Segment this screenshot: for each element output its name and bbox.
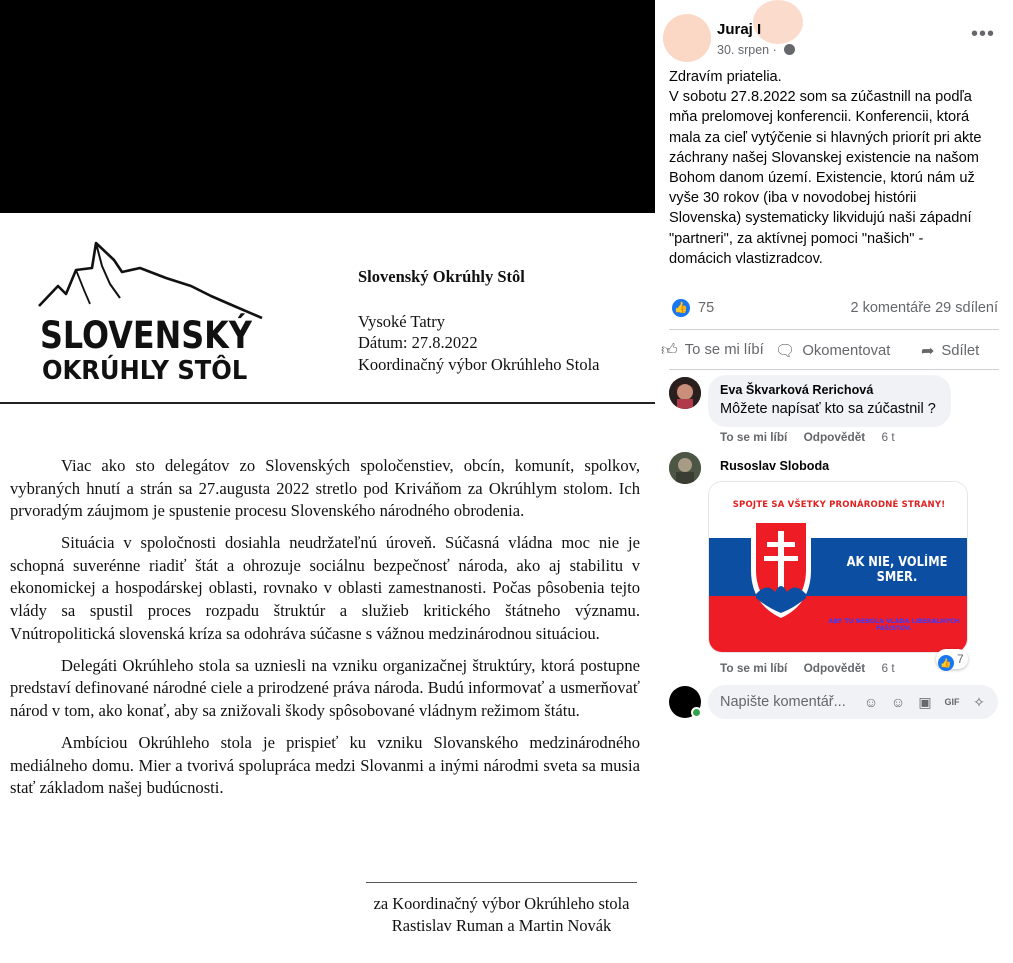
post-text-line: Zdravím priatelia. [669,69,782,85]
document-place: Vysoké Tatry [358,311,445,331]
signature-line1: za Koordinačný výbor Okrúhleho stola [373,894,630,913]
signature-line2: Rastislav Ruman a Martin Novák [391,916,612,935]
signature [366,893,637,937]
post-actions [659,337,1009,367]
slovensky-okruhly-stol-logo [36,238,268,388]
divider [669,329,999,330]
comment-reply-link[interactable]: Odpovědět [803,661,866,675]
comment-time[interactable]: 6 t [881,430,895,444]
camera-icon[interactable]: ▣ [918,694,932,710]
reactions-row [669,298,999,320]
comment-text: Môžete napísať kto sa zúčastnil ? [720,401,936,417]
comment-meta [720,430,908,444]
author-name[interactable]: Juraj I [717,21,762,38]
comment-reaction-count: 7 [957,652,964,666]
facebook-post [655,0,1013,963]
comment-like-link[interactable]: To se mi líbí [720,430,788,444]
header-divider [0,402,655,404]
comment-bubble-icon: 🗨︎ [775,343,796,360]
post-text-line: V sobotu 27.8.2022 som sa zúčastnill na podľa [669,89,972,106]
comment-meta [720,661,908,675]
signature-line [366,882,637,883]
comment-image[interactable] [708,481,968,653]
black-redacted-area [0,0,655,213]
emoji-icon[interactable]: ☺ [890,694,906,710]
thumbs-up-icon: 👍︎ [661,342,678,359]
post-text-line: Slovenska) systematicky likvidujú naši západní [669,210,972,227]
poster-bottom-text: ABY TU NEBOLA VLÁDA LIBERÁLNYCH FAŠISTOV. [828,618,960,632]
logo-line2: OKRÚHLY STÔL [42,356,248,386]
like-count[interactable]: 75 [698,300,715,316]
post-date[interactable]: 30. srpen · [717,43,795,57]
post-text-line: mňa prelomovej konferencii. Konferencii, ktorá [669,109,970,126]
post-text-line: záchrany našej Slovanskej existencie na našom [669,149,979,166]
like-reaction-icon: 👍 [938,655,954,671]
globe-icon [784,44,795,55]
document-committee: Koordinačný výbor Okrúhleho Stola [358,354,600,374]
document-date: Dátum: 27.8.2022 [358,333,478,352]
document-body [10,455,640,809]
share-arrow-icon: ➦ [921,343,935,360]
online-status-dot [691,707,702,718]
comment-reply-link[interactable]: Odpovědět [803,430,866,444]
commenter-avatar[interactable] [669,377,701,409]
comment-button[interactable]: 🗨︎ Okomentovat [775,343,891,360]
avatar-sticker-icon[interactable]: ☺ [863,694,879,710]
commenter-avatar[interactable] [669,452,701,484]
post-text-line: vyše 30 rokov (iba v novodobej histórii [669,190,917,207]
avatar-photo [669,452,701,484]
comment-input[interactable] [720,685,850,719]
post-text-line: Bohom danom území. Existencie, ktorú nám už [669,170,975,187]
share-button[interactable]: ➦ Sdílet [921,343,980,360]
avatar-photo [669,377,701,409]
comment-time[interactable]: 6 t [881,661,895,675]
sticker-icon[interactable]: ✧ [973,694,985,710]
divider [669,369,999,370]
comment-like-link[interactable]: To se mi líbí [720,661,788,675]
comment-composer[interactable] [708,685,998,719]
commenter-name[interactable]: Eva Škvarková Rerichová [720,383,874,397]
logo-line1: SLOVENSKÝ [40,314,252,357]
commenter-name[interactable]: Rusoslav Sloboda [720,459,830,473]
post-text-line: domácich vlastizradcov. [669,250,823,267]
author-avatar[interactable] [663,14,711,62]
like-button[interactable]: 👍︎ To se mi líbí [661,342,764,359]
poster-middle-text: AK NIE, VOLÍME SMER. [846,555,948,585]
comment-share-counts[interactable]: 2 komentáře 29 sdílení [850,300,998,316]
comment-reaction-badge[interactable] [936,649,968,669]
comment-bubble [708,375,951,427]
poster-top-text: SPOJTE SA VŠETKY PRONÁRODNÉ STRANY! [732,500,946,510]
post-text [669,67,999,269]
document-title: Slovenský Okrúhly Stôl [358,267,525,286]
document-paragraph: Ambíciou Okrúhleho stola je prispieť ku vzniku Slovanského medzinárodného mediálneho domu. Mier a tvorivá spolupráca medzi Slovanmi a inými národmi sveta sa musia stať základom našej budúcnosti. [10,733,640,798]
like-reaction-icon[interactable]: 👍 [672,299,690,317]
gif-icon[interactable]: GIF [944,697,960,707]
document-paragraph: Viac ako sto delegátov zo Slovenských spoločenstiev, obcín, komunít, spolkov, vybraných hnutí a strán sa 27.augusta 2022 stretlo pod Kriváňom za Okrúhlym stolom. Ich prvoradým záujmom je spustenie procesu Slovenského národného obrodenia. [10,456,640,521]
post-text-line: "partneri", za aktívnej pomoci "našich" - [669,230,924,247]
document-header [358,266,600,375]
post-text-line: mala za cieľ vytýčenie si hlavných priorít pri akte [669,129,982,146]
document-paragraph: Situácia v spoločnosti dosiahla neudržateľnú úroveň. Súčasná vládna moc nie je schopná suverénne riadiť štát a ohrozuje sociálnu bezpečnosť národa, ako aj stabilitu v ekonomickej a hospodárskej oblasti, rovnako v oblasti zamestnanosti. Počas pôsobenia tejto vlády sa spustil proces rozpadu štruktúr a služieb kritického štátneho významu. Vnútropolitická slovenská kríza sa odohráva súčasne s vážnou medzinárodnou situáciou. [10,533,640,643]
more-horizontal-icon[interactable]: ••• [971,23,996,45]
document-paragraph: Delegáti Okrúhleho stola sa uzniesli na vzniku organizačnej štruktúry, ktorá postupne predstaví definované národné ciele a prirodzené práva národa. Budú informovať a usmerňovať národ v tom, ako konať, aby sa znižovali škody spôsobované vládnym režimom štátu. [10,655,640,720]
